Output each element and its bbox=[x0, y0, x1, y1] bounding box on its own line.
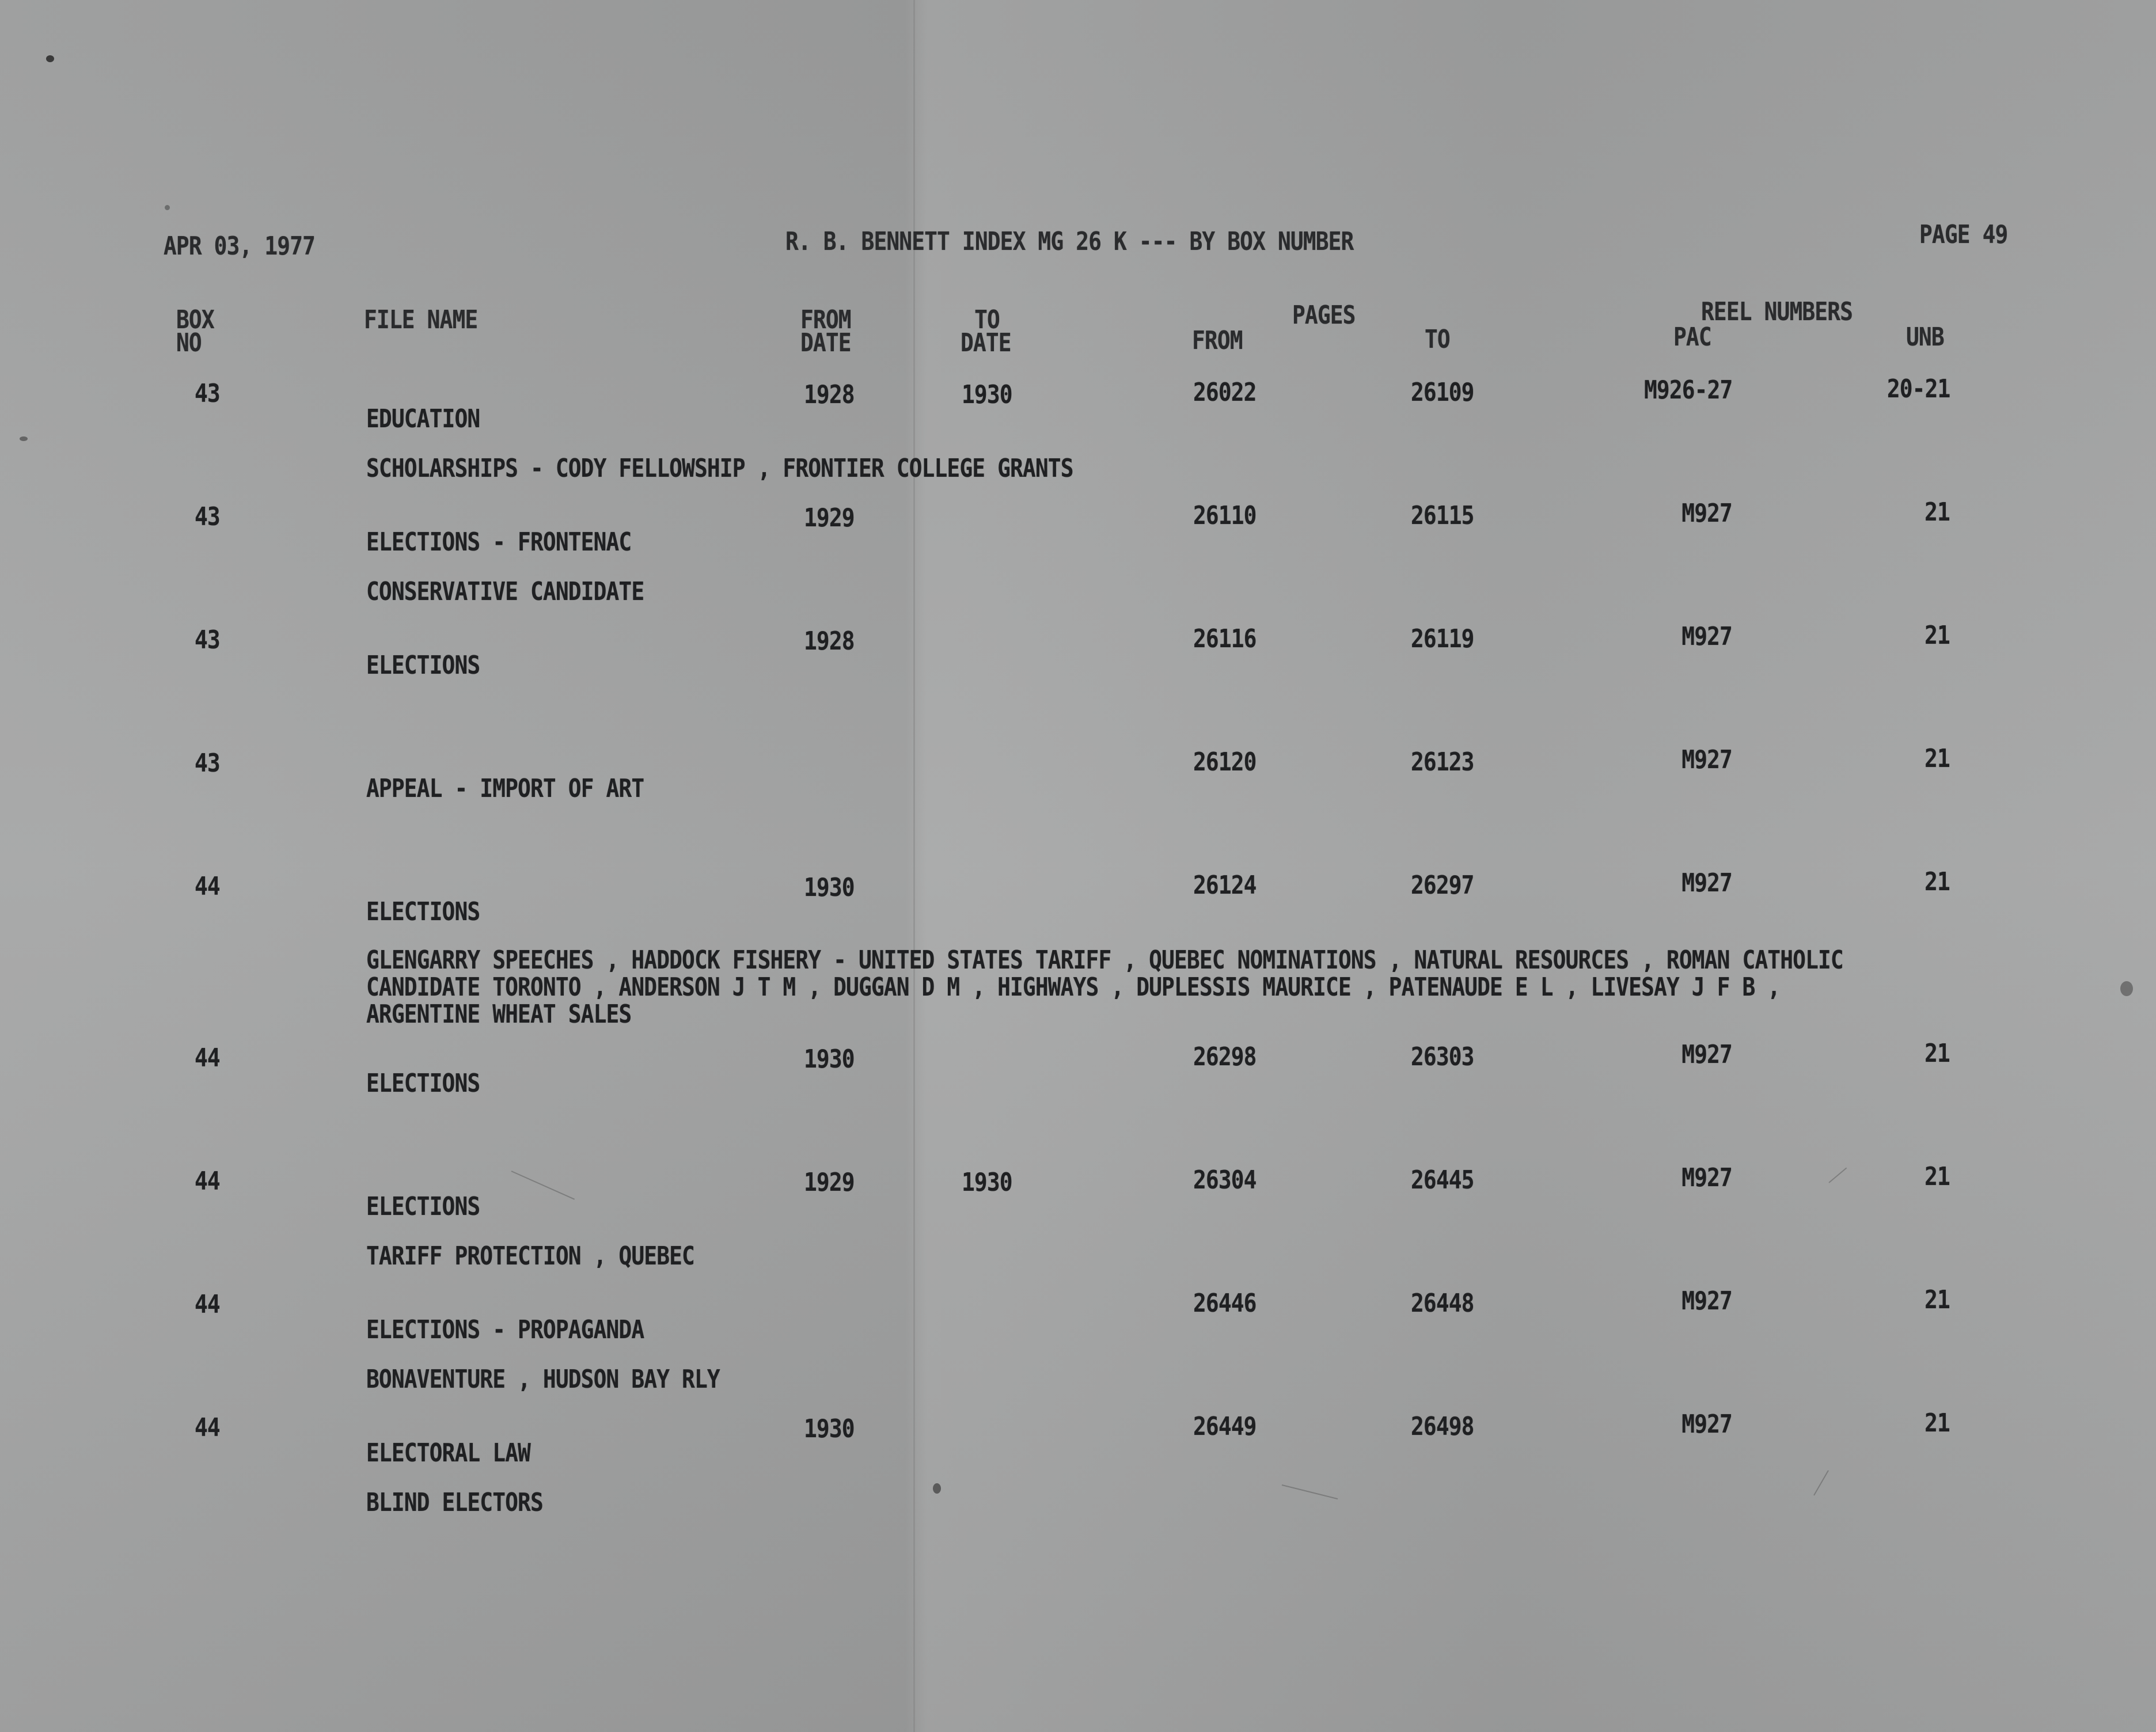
from-date: 1930 bbox=[804, 873, 855, 902]
col-reel-numbers: REEL NUMBERS bbox=[1701, 297, 1853, 326]
to-date: 1930 bbox=[962, 380, 1012, 409]
paper-scratch bbox=[511, 1171, 575, 1200]
paper-scratch bbox=[1813, 1470, 1829, 1495]
page-from: 26124 bbox=[1193, 871, 1257, 900]
dust-speck bbox=[165, 205, 170, 210]
dust-speck bbox=[2120, 981, 2133, 996]
col-pages-to: TO bbox=[1425, 325, 1450, 354]
file-name: ELECTIONS - FRONTENAC bbox=[366, 527, 632, 557]
file-description-line: GLENGARRY SPEECHES , HADDOCK FISHERY - UNITED STATES TARIFF , QUEBEC NOMINATIONS , NATURAL RESOURCES , ROMAN CATHOLIC bbox=[366, 945, 1843, 975]
file-description-line: BONAVENTURE , HUDSON BAY RLY bbox=[366, 1365, 720, 1394]
file-description-line: BLIND ELECTORS bbox=[366, 1488, 543, 1517]
reel-unb: 20-21 bbox=[1886, 374, 1950, 404]
file-description-line: TARIFF PROTECTION , QUEBEC bbox=[366, 1241, 694, 1271]
reel-pac: M927 bbox=[1681, 745, 1732, 774]
col-unb: UNB bbox=[1906, 322, 1944, 352]
file-description-line: ARGENTINE WHEAT SALES bbox=[366, 1000, 632, 1029]
reel-unb: 21 bbox=[1925, 1408, 1950, 1438]
paper-scratch bbox=[1828, 1168, 1847, 1183]
report-date: APR 03, 1977 bbox=[164, 231, 316, 261]
file-name: ELECTIONS bbox=[366, 1069, 480, 1098]
reel-pac: M927 bbox=[1681, 1040, 1732, 1069]
from-date: 1928 bbox=[804, 626, 855, 656]
reel-unb: 21 bbox=[1925, 1039, 1950, 1068]
reel-unb: 21 bbox=[1925, 621, 1950, 650]
reel-pac: M927 bbox=[1681, 1163, 1732, 1192]
page-to: 26123 bbox=[1411, 747, 1474, 777]
page-number: PAGE 49 bbox=[1919, 220, 2007, 249]
box-number: 44 bbox=[195, 872, 220, 901]
page-to: 26445 bbox=[1411, 1165, 1474, 1195]
dust-speck bbox=[46, 55, 54, 62]
page-from: 26449 bbox=[1193, 1412, 1257, 1441]
page-to: 26297 bbox=[1411, 871, 1474, 900]
col-from-date: FROM DATE bbox=[800, 305, 851, 358]
file-name: ELECTORAL LAW bbox=[366, 1438, 530, 1468]
page-to: 26303 bbox=[1411, 1042, 1474, 1072]
reel-pac: M927 bbox=[1681, 499, 1732, 528]
file-name: EDUCATION bbox=[366, 404, 480, 434]
dust-speck bbox=[20, 436, 28, 441]
box-number: 43 bbox=[195, 379, 220, 408]
box-number: 43 bbox=[195, 625, 220, 655]
box-number: 44 bbox=[195, 1167, 220, 1196]
reel-pac: M927 bbox=[1681, 868, 1732, 898]
reel-unb: 21 bbox=[1925, 497, 1950, 527]
col-pages-from: FROM bbox=[1192, 326, 1243, 355]
reel-pac: M927 bbox=[1681, 1410, 1732, 1439]
reel-unb: 21 bbox=[1925, 867, 1950, 897]
from-date: 1930 bbox=[804, 1044, 855, 1074]
col-pages: PAGES bbox=[1292, 301, 1356, 330]
page-to: 26119 bbox=[1411, 624, 1474, 654]
reel-unb: 21 bbox=[1925, 744, 1950, 773]
col-box-no: BOX NO bbox=[176, 305, 214, 358]
paper-scratch bbox=[1282, 1484, 1338, 1499]
box-number: 43 bbox=[195, 502, 220, 531]
page-from: 26298 bbox=[1193, 1042, 1257, 1072]
col-file-name: FILE NAME bbox=[364, 305, 478, 335]
file-description-line: SCHOLARSHIPS - CODY FELLOWSHIP , FRONTIER COLLEGE GRANTS bbox=[366, 454, 1073, 483]
page-from: 26110 bbox=[1193, 501, 1257, 530]
page-from: 26120 bbox=[1193, 747, 1257, 777]
box-number: 44 bbox=[195, 1043, 220, 1073]
box-number: 43 bbox=[195, 749, 220, 778]
box-number: 44 bbox=[195, 1413, 220, 1442]
page-from: 26116 bbox=[1193, 624, 1257, 654]
file-description-line: CANDIDATE TORONTO , ANDERSON J T M , DUGGAN D M , HIGHWAYS , DUPLESSIS MAURICE , PATENAUDE E L , LIVESAY J F B , bbox=[366, 973, 1781, 1002]
file-name: ELECTIONS bbox=[366, 651, 480, 680]
to-date: 1930 bbox=[962, 1168, 1012, 1197]
from-date: 1929 bbox=[804, 1168, 855, 1197]
from-date: 1929 bbox=[804, 503, 855, 533]
box-number: 44 bbox=[195, 1290, 220, 1319]
file-name: ELECTIONS bbox=[366, 1192, 480, 1221]
report-title: R. B. BENNETT INDEX MG 26 K --- BY BOX NUMBER bbox=[785, 227, 1354, 256]
dust-speck bbox=[933, 1483, 941, 1494]
file-description-line: CONSERVATIVE CANDIDATE bbox=[366, 577, 644, 606]
from-date: 1930 bbox=[804, 1414, 855, 1444]
reel-unb: 21 bbox=[1925, 1285, 1950, 1315]
page-to: 26109 bbox=[1411, 378, 1474, 407]
reel-pac: M926-27 bbox=[1643, 375, 1732, 405]
from-date: 1928 bbox=[804, 380, 855, 409]
file-name: ELECTIONS bbox=[366, 897, 480, 926]
paper-fold-line bbox=[913, 0, 915, 1732]
col-pac: PAC bbox=[1673, 322, 1711, 352]
reel-pac: M927 bbox=[1681, 1286, 1732, 1316]
page-to: 26498 bbox=[1411, 1412, 1474, 1441]
page-from: 26446 bbox=[1193, 1289, 1257, 1318]
file-name: ELECTIONS - PROPAGANDA bbox=[366, 1315, 644, 1344]
file-name: APPEAL - IMPORT OF ART bbox=[366, 774, 644, 803]
page-from: 26304 bbox=[1193, 1165, 1257, 1195]
reel-pac: M927 bbox=[1681, 622, 1732, 651]
page-from: 26022 bbox=[1193, 378, 1257, 407]
page-to: 26115 bbox=[1411, 501, 1474, 530]
reel-unb: 21 bbox=[1925, 1162, 1950, 1191]
col-to-date: TO DATE bbox=[961, 305, 1011, 358]
page-to: 26448 bbox=[1411, 1289, 1474, 1318]
